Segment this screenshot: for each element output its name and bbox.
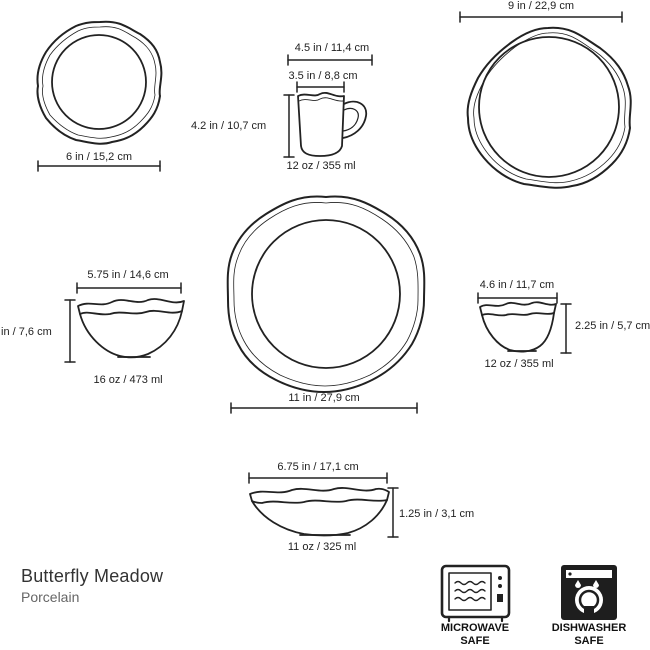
dinner-plate-large-well (252, 220, 400, 368)
mug-handle-inner (343, 108, 358, 131)
pasta-bowl-body (252, 500, 387, 535)
dishwasher-safe-line2: SAFE (574, 635, 604, 647)
microwave-icon (442, 566, 509, 621)
mug-height-dimension-line (284, 95, 294, 157)
pasta-bowl-capacity-label: 11 oz / 325 ml (287, 541, 357, 553)
cereal-bowl-width-dimension-line (77, 283, 181, 293)
dishwasher-icon (561, 565, 617, 620)
small-bowl-rim (480, 302, 556, 315)
mug-capacity-label: 12 oz / 355 ml (286, 160, 356, 172)
small-bowl-body (482, 313, 554, 352)
cereal-bowl-width-label: 5.75 in / 14,6 cm (87, 269, 169, 281)
salad-plate-diameter-label: 6 in / 15,2 cm (65, 151, 133, 163)
dinner-plate-large (228, 196, 425, 392)
pasta-bowl-rim (250, 488, 389, 503)
small-bowl-height-label: 2.25 in / 5,7 cm (575, 320, 650, 332)
mug-handle (343, 102, 366, 138)
small-bowl (480, 302, 556, 351)
cereal-bowl-capacity-label: 16 oz / 473 ml (93, 374, 163, 386)
dinner-plate-large-dimension-line (231, 403, 417, 413)
cereal-bowl (78, 299, 184, 357)
cereal-bowl-height-label: in / 7,6 cm (1, 326, 52, 338)
dinner-plate-top-well (479, 37, 619, 177)
mug (298, 93, 366, 156)
cereal-bowl-body (80, 311, 182, 357)
pasta-bowl (250, 488, 389, 535)
small-bowl-height-dimension-line (561, 304, 571, 353)
dinner-plate-large-diameter-label: 11 in / 27,9 cm (288, 392, 360, 404)
dinner-plate-top-rim (468, 28, 631, 188)
product-material: Porcelain (21, 589, 80, 605)
mug-rim-wave (299, 98, 343, 101)
microwave-safe-line2: SAFE (460, 635, 490, 647)
product-title: Butterfly Meadow (21, 566, 164, 586)
small-bowl-width-label: 4.6 in / 11,7 cm (479, 279, 555, 291)
dinner-plate-top-diameter-label: 9 in / 22,9 cm (507, 0, 575, 12)
dinner-plate-large-rim-inner (234, 202, 418, 386)
salad-plate (37, 22, 161, 144)
product-title-block (21, 566, 163, 605)
dinner-plate-large-rim (228, 196, 425, 392)
small-bowl-capacity-label: 12 oz / 355 ml (484, 358, 554, 370)
salad-plate-well (52, 35, 146, 129)
dishwasher-safe-line1: DISHWASHER (551, 622, 627, 634)
small-bowl-width-dimension-line (478, 293, 557, 303)
mug-height-label: 4.2 in / 10,7 cm (191, 120, 267, 132)
mug-width-label: 4.5 in / 11,4 cm (294, 42, 370, 54)
pasta-bowl-width-dimension-line (249, 473, 387, 483)
dishwasher-safe-badge (539, 622, 639, 648)
microwave-safe-line1: MICROWAVE (440, 622, 510, 634)
cereal-bowl-rim (78, 299, 184, 314)
pasta-bowl-height-label: 1.25 in / 3,1 cm (399, 508, 475, 520)
mug-rim-dimension-line (297, 82, 344, 92)
salad-plate-rim-inner (42, 27, 156, 139)
mug-rim-label: 3.5 in / 8,8 cm (288, 70, 358, 82)
cereal-bowl-height-dimension-line (65, 300, 75, 362)
microwave-safe-badge (425, 622, 525, 648)
pasta-bowl-width-label: 6.75 in / 17,1 cm (277, 461, 359, 473)
salad-plate-rim (37, 22, 161, 144)
dinner-plate-top (468, 28, 631, 188)
mug-body (298, 93, 344, 156)
pasta-bowl-height-dimension-line (388, 488, 398, 537)
dinner-plate-top-dimension-line (460, 12, 622, 22)
mug-width-dimension-line (288, 55, 372, 65)
